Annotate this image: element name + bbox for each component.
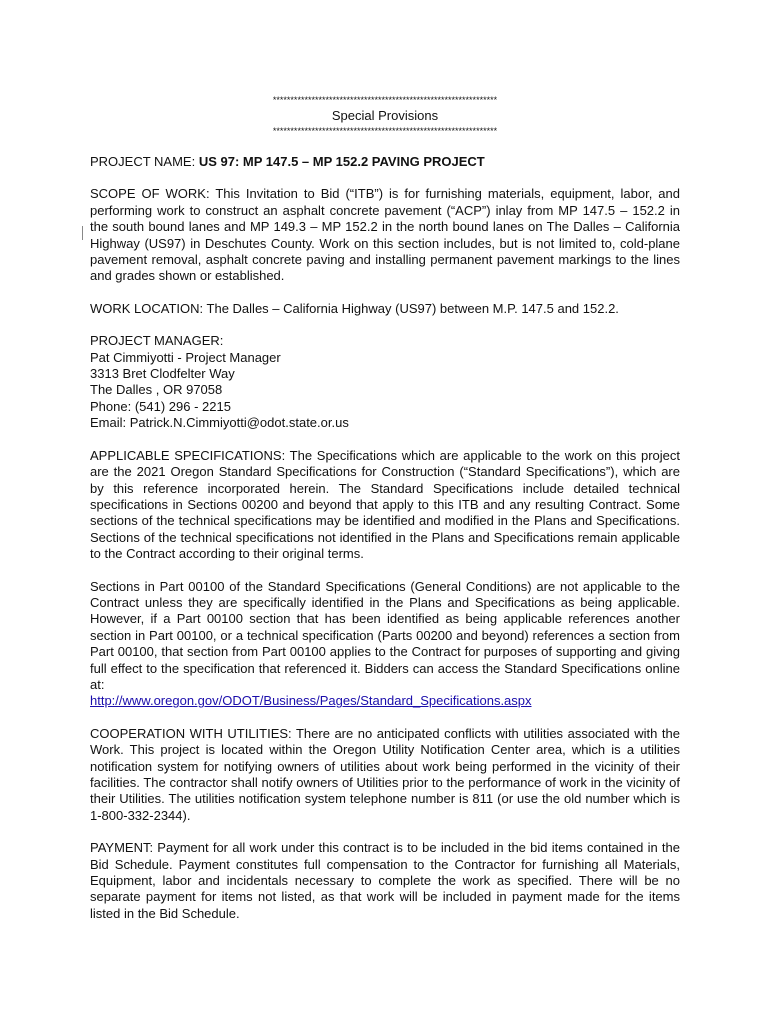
section-title: Special Provisions: [331, 108, 439, 123]
project-manager-street: 3313 Bret Clodfelter Way: [90, 366, 235, 382]
project-manager-city: The Dalles , OR 97058: [90, 382, 223, 398]
applicable-specifications: APPLICABLE SPECIFICATIONS: The Specifications which are applicable to the work on this project are the 2021 Oregon Standard Specifications for Construction (“Standard Specifications”), which are by this reference incorporated herein. The Standard Specifications include detailed technical specifications in Sections 00200 and beyond that apply to this ITB and any resulting Contract. Some sections of the technical specifications may be identified and modified in the Plans and Specifications. Sections of the technical specifications not identified in the Plans and Specifications remain applicable to the Contract according to their original terms.: [90, 447, 680, 562]
project-name-value: US 97: MP 147.5 – MP 152.2 PAVING PROJECT: [198, 154, 485, 169]
scope-of-work: SCOPE OF WORK: This Invitation to Bid (“ITB”) is for furnishing materials, equipment, labor, and performing work to construct an asphalt concrete pavement (“ACP”) inlay from MP 147.5 – 152.2 in the south bound lanes and MP 149.3 – MP 152.2 in the north bound lanes on The Dalles – California Highway (US97) in Deschutes County. Work on this section includes, but is not limited to, cold-plane pavement removal, asphalt concrete paving and installing permanent pavement markings to the lines and grades shown or established.: [90, 186, 680, 284]
document-page: [90, 93, 680, 938]
asterisk-rule-top: ****************************************************************: [272, 95, 498, 105]
standard-specifications-link[interactable]: http://www.oregon.gov/ODOT/Business/Pages/Standard_Specifications.aspx: [90, 693, 532, 709]
asterisk-rule-bottom: ****************************************************************: [272, 126, 498, 136]
special-provisions-header: [90, 93, 680, 138]
payment: PAYMENT: Payment for all work under this contract is to be included in the bid items contained in the Bid Schedule. Payment constitutes full compensation to the Contractor for furnishing all Materials, Equipment, labor and incidentals necessary to complete the work as specified. There will be no separate payment for items not listed, as that work will be included in payment made for the items listed in the Bid Schedule.: [90, 840, 680, 921]
project-manager-name: Pat Cimmiyotti - Project Manager: [90, 349, 281, 365]
project-name-label: PROJECT NAME:: [90, 154, 199, 169]
project-name: [90, 154, 680, 170]
part-00100-paragraph: [90, 579, 680, 710]
project-manager-phone: Phone: (541) 296 - 2215: [90, 398, 231, 414]
project-manager-heading: PROJECT MANAGER:: [90, 333, 224, 349]
project-manager-email: Email: Patrick.N.Cimmiyotti@odot.state.or.us: [90, 415, 349, 431]
part-00100-text: Sections in Part 00100 of the Standard Specifications (General Conditions) are not applicable to the Contract unless they are specifically identified in the Plans and Specifications as being applicable. However, if a Part 00100 section that has been identified as being applicable references another section in Part 00100, or a technical specification (Parts 00200 and beyond) references a section from Part 00100, that section from Part 00100 applies to the Contract for purposes of supporting and giving full effect to the specification that referenced it. Bidders can access the Standard Specifications online at:: [90, 578, 680, 692]
cooperation-with-utilities: COOPERATION WITH UTILITIES: There are no anticipated conflicts with utilities associated with the Work. This project is located within the Oregon Utility Notification Center area, which is a utilities notification system for notifying owners of utilities about work being performed in the vicinity of their facilities. The contractor shall notify owners of Utilities prior to the performance of work in the vicinity of their Utilities. The utilities notification system telephone number is 811 (or use the old number which is 1-800-332-2344).: [90, 725, 680, 823]
work-location: WORK LOCATION: The Dalles – California Highway (US97) between M.P. 147.5 and 152.2.: [90, 300, 619, 316]
revision-marker: [82, 226, 83, 240]
project-manager-block: [90, 333, 680, 431]
